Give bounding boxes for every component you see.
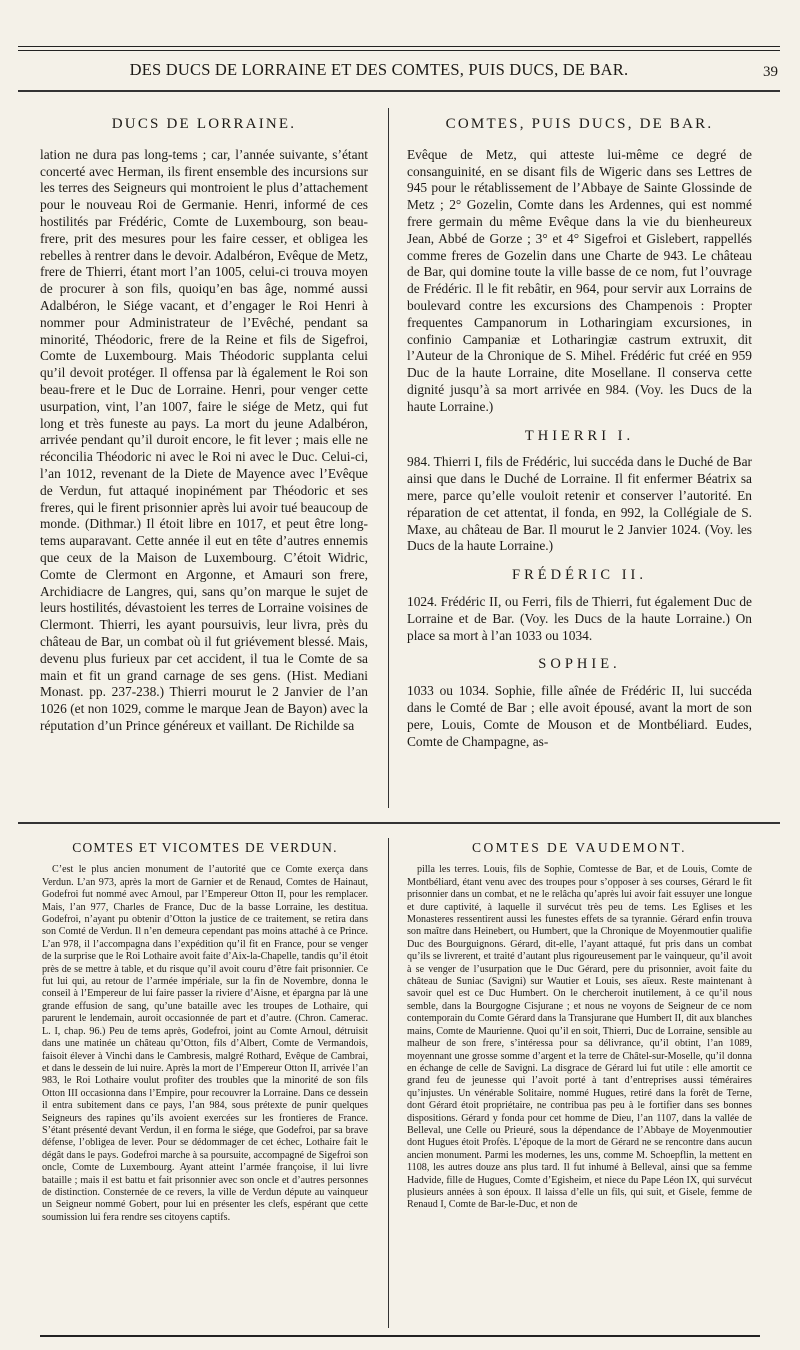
column-divider-upper	[388, 108, 389, 808]
section-separator	[18, 822, 780, 824]
right-column-para-1: Evêque de Metz, qui atteste lui-même ce degré de consanguinité, en se disant fils de Wigeric dans ses Lettres de 945 pour le rétablissement de l’Abbaye de Sainte Glossinde de Metz ; 2° Gozelin, Comte dans les Ardennes, qui est nommé frere germain du même Evêque dans la vie du bienheureux Jean, Abbé de Gorze ; 3° et 4° Sigefroi et Gislebert, rappellés comme freres de Gozelin dans une Charte de 943. Le château de Bar, qui domine toute la ville basse de ce nom, fut l’ouvrage de Frédéric. Il le fit rebâtir, en 964, pour servir aux Lorrains de boulevard contre les excursions des Champenois : Propter frequentes Campanorum in Lotharingiam excursiones, in confinio Campaniæ et Lotharingiæ castrum extruxit, dit l’Auteur de la Chronique de S. Mihel. Frédéric fut créé en 959 Duc de la haute Lorraine, dite Mosellane. Il conserva cette dignité jusqu’à sa mort arrivée en 984. (Voy. les Ducs de la haute Lorraine.)	[407, 146, 752, 414]
vaudemont-text: pilla les terres. Louis, fils de Sophie, Comtesse de Bar, et de Louis, Comte de Montbéliard, étant venu avec des troupes pour s’opposer à ses courses, Gérard le fit prisonnier dans un combat, et ne le relâcha qu’après lui avoir fait essuyer une longue et dure captivité, à laquelle il survécut très peu de tems. Les Eglises et les Monasteres ressentirent aussi les funestes effets de sa tyrannie. Gérard enfin trouva son maître dans Heinebert, ou Humbert, que la Chronique de Moyenmoutier qualifie Duc des Bourguignons. Gérard, dit-elle, l’ayant attaqué, fut pris dans un combat qu’ils se livrerent, et traité d’autant plus rigoureusement par le vainqueur, qu’il avoit à se venger de l’usurpation que le Duc Gérard, pere du prisonnier, avoit faite du château de Suniac (Savigni) sur Wautier et Louis, ses aïeux. Reste maintenant à savoir quel est ce Duc Humbert. On le chercheroit inutilement, à ce qu’il nous semble, dans la Bourgogne Cisjurane ; et nous ne voyons de Seigneur de ce nom contemporain du Comte Gérard dans la Transjurane que Humbert II, dit aux blanches mains, Comte de Maurienne. Quoi qu’il en soit, Thierri, Duc de Lorraine, sensible au malheur de son frere, s’intéressa pour sa délivrance, qu’il obtint, l’an 1089, moyennant une grosse somme d’argent et la terre de Châtel-sur-Moselle, qu’il donna en échange de celle de Savigni. La disgrace de Gérard lui fut utile : elle amortit ce grand feu de jeunesse qui l’avoit porté à tant d’entreprises aussi téméraires qu’injustes. Un vénérable Solitaire, nommé Hugues, retiré dans la forêt de Terne, dont Gérard étoit propriétaire, ne contribua pas peu à le fortifier dans ses bonnes dispositions. Gérard y fonda pour cet homme de Dieu, l’an 1107, dans la vallée de Belleval, une Celle ou Prieuré, sous la dépendance de l’Abbaye de Moyenmoutier dont Hugues étoit Profès. L’époque de la mort de Gérard ne se rencontre dans aucun ancien monument. Parmi les modernes, les uns, comme M. Schoepflin, la mettent en 1108, les autres douze ans plus tard. Il fut inhumé à Belleval, ainsi que sa femme Hadvide, fille de Hugues, Comte d’Egisheim, et niece du Pape Léon IX, qui survécut plusieurs années à son époux. Il laissa d’elle un fils, qui suit, et Gisele, femme de Renaud I, Comte de Bar-le-Duc, et non de	[407, 864, 752, 1211]
bottom-rule	[40, 1335, 760, 1337]
vaudemont-section	[407, 842, 752, 1212]
right-column-para-3: 1024. Frédéric II, ou Ferri, fils de Thierri, fut également Duc de Lorraine et de Bar. (Voy. les Ducs de la haute Lorraine.) On place sa mort à l’an 1033 ou 1034.	[407, 593, 752, 643]
column-divider-lower	[388, 838, 389, 1328]
header-rule	[18, 90, 780, 92]
verdun-heading: COMTES ET VICOMTES DE VERDUN.	[72, 840, 338, 855]
left-column-heading: DUCS DE LORRAINE.	[111, 116, 297, 132]
right-column-para-4: 1033 ou 1034. Sophie, fille aînée de Frédéric II, lui succéda dans le Comté de Bar ; elle avoit épousé, avant la mort de son pere, Louis, Comte de Mouson et de Montbéliard. Eudes, Comte de Champagne, as-	[407, 683, 752, 749]
section-heading-sophie: SOPHIE.	[538, 656, 621, 673]
verdun-text: C’est le plus ancien monument de l’autorité que ce Comte exerça dans Verdun. L’an 973, après la mort de Garnier et de Renaud, Comtes de Hainaut, Godefroi fut nommé avec Arnoul, par l’Empereur Otton II, pour les remplacer. Mais, l’an 977, Charles de France, Duc de la basse Lorraine, les destitua. Godefroi, n’ayant pu obtenir d’Otton la justice de ce traitement, se retira dans son Comté de Verdun. Il n’en demeura cependant pas moins attaché à ce Prince. L’an 978, il l’accompagna dans l’expédition qu’il fit en France, pour se venger de la surprise que le Roi Lothaire avoit faite d’Aix-la-Chapelle, tandis qu’il étoit près de se mettre à table, et du risque qu’il avoit couru d’être fait prisonnier. Ce fut lui qui, au retour de l’armée impériale, sur la fin de Novembre, donna le conseil à l’Empereur de lui faire passer la riviere d’Aisne, et épargna par là une grande effusion de sang, qu’une bataille avec les troupes de Lothaire, qui parurent le lendemain, auroit occasionnée de part et d’autre. (Chron. Camerac. L. I, chap. 96.) Peu de tems après, Godefroi, joint au Comte Arnoul, détruisit dans une matinée un château qu’Otton, fils d’Albert, Comte de Vermandois, faisoit élever à Vinchi dans le Cambresis, malgré Rothard, Evêque de Cambrai, et dans le dessein de lui nuire. Après la mort de l’Empereur Otton II, arrivée l’an 983, le Roi Lothaire voulut profiter des troubles que la minorité de son fils Otton III occasionna dans l’Empire, pour recouvrer la Lorraine. Dans ce dessein il entra subitement dans ce pays, l’an 984, sous prétexte de punir quelques Seigneurs des rapines qu’ils avoient exercées sur les frontieres de France. S’étant présenté devant Verdun, il en forma le siége, que Godefroi, par sa brave défense, l’obligea de lever. Pour se dédommager de cet échec, Lothaire fait le dégât dans le pays. Godefroi marche à sa poursuite, accompagné de Sigefroi son oncle, Comte de Luxembourg. Ayant atteint l’armée françoise, il lui livre bataille ; mais il est battu et fait prisonnier avec son oncle et d’autres personnes de distinction. Consternée de ce revers, la ville de Verdun députe au vainqueur un Seigneur nommé Gobert, pour lui en présenter les clefs, espérant que cette soumission lui fera rendre ses citoyens captifs.	[42, 864, 368, 1223]
right-column-para-2: 984. Thierri I, fils de Frédéric, lui succéda dans le Duché de Bar ainsi que dans le Duché de Lorraine. Il fit enfermer Béatrix sa mere, parce qu’elle vouloit retenir et conserver l’autorité. En réparation de cet attentat, il fonda, en 992, la Collégiale de S. Maxe, au château de Bar. Il mourut le 2 Janvier 1024. (Voy. les Ducs de la haute Lorraine.)	[407, 454, 752, 554]
top-rule	[18, 46, 780, 47]
page-number: 39	[763, 64, 778, 80]
left-column-text: lation ne dura pas long-tems ; car, l’année suivante, s’étant concerté avec Herman, ils firent ensemble des incursions sur les terres des Seigneurs qui montroient le plus d’attachement pour le nouveau Roi de Germanie. Henri, informé de ces hostilités par Frédéric, Comte de Luxembourg, son beau-frere, prit des mesures pour les faire cesser, et obligea les rebelles à rentrer dans le devoir. Adalbéron, Evêque de Metz, frere de Thierri, étant mort l’an 1005, celui-ci trouva moyen de procurer à son fils, quoiqu’en bas âge, nommé aussi Adalbéron, le Siége vacant, et d’engager le Roi Henri à nommer pour Administrateur de l’Evêché, pendant sa minorité, Théodoric, frere de la Reine et fils de Sigefroi, Comte de Luxembourg. Mais Théodoric supplanta celui qu’il devoit protéger. Il offensa par là également le Roi son beau-frere et le Duc de Lorraine. Henri, pour venger cette usurpation, vint, l’an 1007, faire le siége de Metz, qui fut long et très funeste au pays. La mort du jeune Adalbéron, arrivée pendant qu’il duroit encore, le fit lever ; mais elle ne réconcilia Théodoric ni avec le Roi ni avec le Duc. Celui-ci, l’an 1012, revenant de la Diete de Mayence avec l’Evêque de Verdun, fut attaqué inopinément par Théodoric et ses freres, qui le firent prisonnier après lui avoir tué beaucoup de monde. (Dithmar.) Il étoit libre en 1017, et peut être long-tems auparavant. Cette année il eut en tête d’autres ennemis que ceux de la Maison de Luxembourg. C’étoit Widric, Comte de Clermont en Argonne, et Amauri son frere, Archidiacre de Langres, qui, sans qu’on marque le sujet de leurs hostilités, dévastoient les terres de Lorraine voisines de Clermont. Thierri, les ayant poursuivis, leur livra, près du château de Bar, un combat où il fut griévement blessé. Mais, devenu plus furieux par cet accident, il tua le Comte de sa main et fit un grand carnage de ses gens. (Hist. Mediani Monast. pp. 237-238.) Thierri mourut le 2 Janvier de l’an 1026 (et non 1029, comme le marque Jean de Bayon) avec la réputation d’un Prince généreux et vaillant. De Richilde sa	[40, 146, 368, 733]
section-heading-frederic: FRÉDÉRIC II.	[512, 567, 647, 584]
section-heading-thierri: THIERRI I.	[524, 427, 635, 444]
right-column	[407, 116, 752, 750]
vaudemont-heading: COMTES DE VAUDEMONT.	[472, 840, 687, 855]
verdun-section	[42, 842, 368, 1224]
left-column	[40, 116, 368, 735]
top-rule-double	[18, 50, 780, 51]
running-head: DES DUCS DE LORRAINE ET DES COMTES, PUIS DUCS, DE BAR.	[129, 60, 629, 79]
right-column-heading: COMTES, PUIS DUCS, DE BAR.	[445, 116, 714, 132]
